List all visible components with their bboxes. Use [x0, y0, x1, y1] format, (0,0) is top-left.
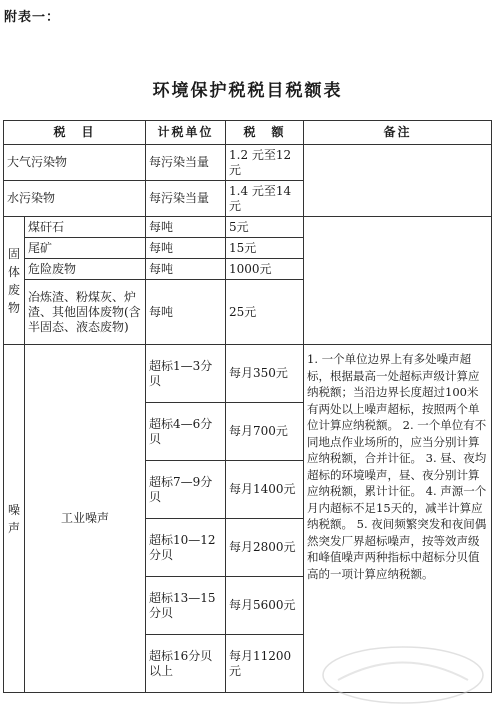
item-air: 大气污染物: [4, 145, 146, 181]
table-row: [4, 145, 492, 181]
amount-cell: 每月1400元: [226, 461, 304, 519]
table-row: [4, 345, 492, 403]
subcategory-industrial-noise: 工业噪声: [25, 345, 146, 693]
remark-empty-cell: [304, 145, 492, 217]
unit-cell: 每污染当量: [146, 145, 226, 181]
amount-cell: 每月11200元: [226, 635, 304, 693]
header-unit: 计税单位: [146, 121, 226, 145]
appendix-label: 附表一：: [4, 10, 61, 25]
header-amount: 税 额: [226, 121, 304, 145]
noise-remark: 1. 一个单位边界上有多处噪声超标，根据最高一处超标声级计算应纳税额；当沿边界长度超过100米有两处以上噪声超标，按照两个单位计算应纳税额。 2. 一个单位有不同地点作业场所的，应当分别计算应纳税额，合并计征。 3. 昼、夜均超标的环境噪声，昼、夜分别计算应纳税额，累计计征。 4. 声源一个月内超标不足15天的，减半计算应纳税额。 5. 夜间频繁突发和夜间偶然突发厂界超标噪声，按等效声级和峰值噪声两种指标中超标分贝值高的一项计算应纳税额。: [304, 345, 492, 693]
unit-cell: 每吨: [146, 280, 226, 345]
header-item: 税 目: [4, 121, 146, 145]
amount-cell: 1.2 元至12元: [226, 145, 304, 181]
unit-cell: 超标1—3分贝: [146, 345, 226, 403]
unit-cell: 超标13—15分贝: [146, 577, 226, 635]
amount-cell: 5元: [226, 217, 304, 238]
unit-cell: 每污染当量: [146, 181, 226, 217]
amount-cell: 25元: [226, 280, 304, 345]
amount-cell: 每月700元: [226, 403, 304, 461]
unit-cell: 超标16分贝以上: [146, 635, 226, 693]
amount-cell: 1000元: [226, 259, 304, 280]
amount-cell: 15元: [226, 238, 304, 259]
header-remark: 备注: [304, 121, 492, 145]
unit-cell: 超标7—9分贝: [146, 461, 226, 519]
unit-cell: 每吨: [146, 217, 226, 238]
remark-empty-cell: [304, 217, 492, 345]
category-solid-waste: 固体废物: [4, 217, 25, 345]
unit-cell: 超标4—6分贝: [146, 403, 226, 461]
page-title: 环境保护税税目税额表: [152, 81, 343, 101]
unit-cell: 超标10—12分贝: [146, 519, 226, 577]
item-cell: 尾矿: [25, 238, 146, 259]
amount-cell: 每月350元: [226, 345, 304, 403]
amount-cell: 1.4 元至14元: [226, 181, 304, 217]
tax-rate-table: [3, 120, 492, 693]
item-cell: 危险废物: [25, 259, 146, 280]
table-row: [4, 217, 492, 238]
table-header-row: [4, 121, 492, 145]
item-water: 水污染物: [4, 181, 146, 217]
unit-cell: 每吨: [146, 238, 226, 259]
unit-cell: 每吨: [146, 259, 226, 280]
amount-cell: 每月5600元: [226, 577, 304, 635]
category-noise: 噪声: [4, 345, 25, 693]
item-cell: 冶炼渣、粉煤灰、炉渣、其他固体废物(含半固态、液态废物): [25, 280, 146, 345]
item-cell: 煤矸石: [25, 217, 146, 238]
amount-cell: 每月2800元: [226, 519, 304, 577]
